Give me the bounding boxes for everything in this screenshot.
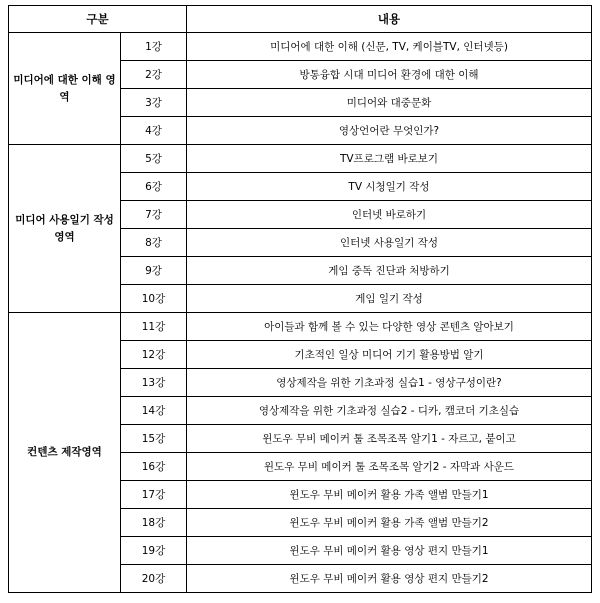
- lesson-content: 아이들과 함께 볼 수 있는 다양한 영상 콘텐츠 알아보기: [187, 313, 592, 341]
- lesson-number: 1강: [121, 33, 187, 61]
- area-cell-media-diary: 미디어 사용일기 작성 영역: [9, 145, 121, 313]
- lesson-number: 13강: [121, 369, 187, 397]
- curriculum-table: [8, 5, 592, 593]
- lesson-content: 영상제작을 위한 기초과정 실습1 - 영상구성이란?: [187, 369, 592, 397]
- lesson-content: 게임 중독 진단과 처방하기: [187, 257, 592, 285]
- header-row: [9, 6, 592, 33]
- lesson-number: 4강: [121, 117, 187, 145]
- lesson-number: 19강: [121, 537, 187, 565]
- lesson-number: 11강: [121, 313, 187, 341]
- lesson-content: 게임 일기 작성: [187, 285, 592, 313]
- lesson-number: 14강: [121, 397, 187, 425]
- category-header: 구분: [9, 6, 187, 33]
- lesson-number: 9강: [121, 257, 187, 285]
- lesson-content: 영상언어란 무엇인가?: [187, 117, 592, 145]
- lesson-number: 2강: [121, 61, 187, 89]
- lesson-content: 미디어에 대한 이해 (신문, TV, 케이블TV, 인터넷등): [187, 33, 592, 61]
- lesson-content: 기초적인 일상 미디어 기기 활용방법 알기: [187, 341, 592, 369]
- lesson-number: 16강: [121, 453, 187, 481]
- lesson-number: 15강: [121, 425, 187, 453]
- lesson-content: 인터넷 바로하기: [187, 201, 592, 229]
- lesson-number: 18강: [121, 509, 187, 537]
- lesson-content: 인터넷 사용일기 작성: [187, 229, 592, 257]
- lesson-content: 윈도우 무비 메이커 활용 가족 앨범 만들기2: [187, 509, 592, 537]
- lesson-content: 윈도우 무비 메이커 활용 영상 편지 만들기1: [187, 537, 592, 565]
- table-row: [9, 33, 592, 61]
- lesson-content: 미디어와 대중문화: [187, 89, 592, 117]
- lesson-content: TV 시청일기 작성: [187, 173, 592, 201]
- table-row: [9, 145, 592, 173]
- area-cell-content-production: 컨텐츠 제작영역: [9, 313, 121, 593]
- lesson-content: 윈도우 무비 메이커 툴 조목조목 알기2 - 자막과 사운드: [187, 453, 592, 481]
- lesson-content: 윈도우 무비 메이커 활용 가족 앨범 만들기1: [187, 481, 592, 509]
- lesson-number: 20강: [121, 565, 187, 593]
- lesson-content: 영상제작을 위한 기초과정 실습2 - 디카, 캠코더 기초실습: [187, 397, 592, 425]
- lesson-number: 3강: [121, 89, 187, 117]
- area-cell-media-understanding: 미디어에 대한 이해 영역: [9, 33, 121, 145]
- table-body: [9, 33, 592, 593]
- content-header: 내용: [187, 6, 592, 33]
- table-row: [9, 313, 592, 341]
- lesson-content: 윈도우 무비 메이커 툴 조목조목 알기1 - 자르고, 붙이고: [187, 425, 592, 453]
- lesson-number: 12강: [121, 341, 187, 369]
- lesson-content: 윈도우 무비 메이커 활용 영상 편지 만들기2: [187, 565, 592, 593]
- lesson-number: 8강: [121, 229, 187, 257]
- lesson-number: 7강: [121, 201, 187, 229]
- lesson-content: 방통융합 시대 미디어 환경에 대한 이해: [187, 61, 592, 89]
- lesson-number: 17강: [121, 481, 187, 509]
- lesson-number: 10강: [121, 285, 187, 313]
- lesson-number: 6강: [121, 173, 187, 201]
- lesson-number: 5강: [121, 145, 187, 173]
- lesson-content: TV프로그램 바로보기: [187, 145, 592, 173]
